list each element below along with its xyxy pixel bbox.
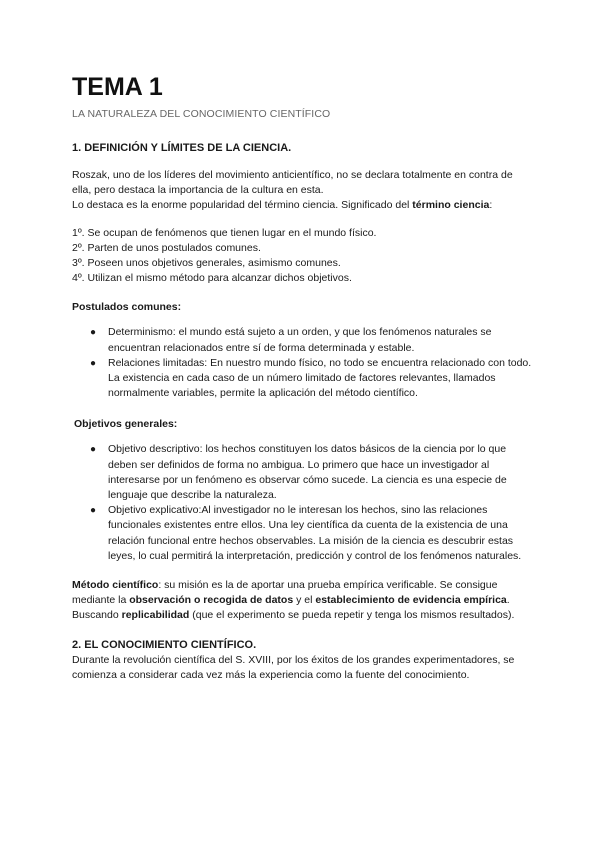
section2-paragraph: Durante la revolución científica del S. XVIII, por los éxitos de los grandes experimentadores, se comienza a considerar cada vez más la experiencia como la fuente del conocimiento. [72, 653, 515, 681]
roszak-paragraph: Roszak, uno de los líderes del movimiento anticientífico, no se declara totalmente en contra de ella, pero destaca la importancia de la cultura en esta. [72, 169, 513, 197]
metodo-bold: establecimiento de evidencia empírica [315, 594, 507, 607]
ciencia-paragraph-bold: término ciencia [412, 199, 490, 212]
list-item: 3º. Poseen unos objetivos generales, asimismo comunes. [72, 257, 341, 270]
bullet-icon: ● [90, 357, 97, 369]
characteristics-list [72, 226, 532, 287]
section2-heading: 2. EL CONOCIMIENTO CIENTÍFICO. [72, 638, 257, 651]
list-item: 4º. Utilizan el mismo método para alcanzar dichos objetivos. [72, 272, 352, 285]
metodo-paragraph [72, 578, 532, 624]
ciencia-paragraph-text: Lo destaca es la enorme popularidad del término ciencia. Significado del [72, 199, 413, 212]
objetivos-heading: Objetivos generales: [74, 418, 178, 431]
list-item [90, 356, 532, 402]
metodo-text: : su misión es la de aportar una prueba empírica verificable. Se consigue mediante la [72, 579, 498, 607]
list-item [90, 442, 532, 503]
list-item [90, 325, 532, 355]
objetivo-text: Objetivo descriptivo: los hechos constituyen los datos básicos de la ciencia por lo que deben ser definidos de forma no ambigua. Lo primero que hace un investigador al interesarse por un fenómeno es observar cómo sucede. La ciencia es una especie de lenguaje que describe la naturaleza. [108, 443, 507, 502]
section1-intro [72, 168, 532, 214]
page-subtitle: LA NATURALEZA DEL CONOCIMIENTO CIENTÍFICO [72, 108, 331, 120]
metodo-bold: Método científico [72, 579, 159, 592]
metodo-text: . Buscando [72, 594, 510, 622]
postulado-text: Relaciones limitadas: En nuestro mundo físico, no todo se encuentra relacionado con todo. La existencia en cada caso de un número limitado de factores relevantes, llamados normalmente variables, permite la aplicación del método científico. [108, 356, 532, 400]
list-item [90, 503, 532, 564]
list-item: 1º. Se ocupan de fenómenos que tienen lugar en el mundo físico. [72, 226, 377, 239]
postulados-list [72, 325, 532, 401]
ciencia-paragraph [72, 198, 532, 213]
bullet-icon: ● [90, 505, 97, 517]
bullet-icon: ● [90, 444, 97, 456]
metodo-text: (que el experimento se pueda repetir y tenga los mismos resultados). [189, 609, 515, 622]
section1-heading: 1. DEFINICIÓN Y LÍMITES DE LA CIENCIA. [72, 142, 292, 154]
objetivo-text: Objetivo explicativo:Al investigador no le interesan los hechos, sino las relaciones funcionales existentes entre ellos. Una ley científica da cuenta de la existencia de una relación funcional entre hechos observables. La misión de la ciencia es descubrir estas leyes, lo cual permitirá la interpretación, predicción y control de los fenómenos naturales. [108, 504, 522, 562]
metodo-bold: observación o recogida de datos [129, 594, 294, 607]
list-item: 2º. Parten de unos postulados comunes. [72, 241, 261, 254]
metodo-bold: replicabilidad [121, 609, 190, 622]
page-title: TEMA 1 [72, 73, 163, 101]
document-page [72, 72, 532, 683]
metodo-text: y el [293, 594, 316, 607]
postulado-text: Determinismo: el mundo está sujeto a un orden, y que los fenómenos naturales se encuentran relacionados entre sí de forma determinada y estable. [108, 326, 492, 354]
ciencia-paragraph-colon: : [489, 199, 493, 212]
postulados-heading: Postulados comunes: [72, 301, 182, 314]
bullet-icon: ● [90, 327, 97, 339]
objetivos-list [72, 442, 532, 564]
